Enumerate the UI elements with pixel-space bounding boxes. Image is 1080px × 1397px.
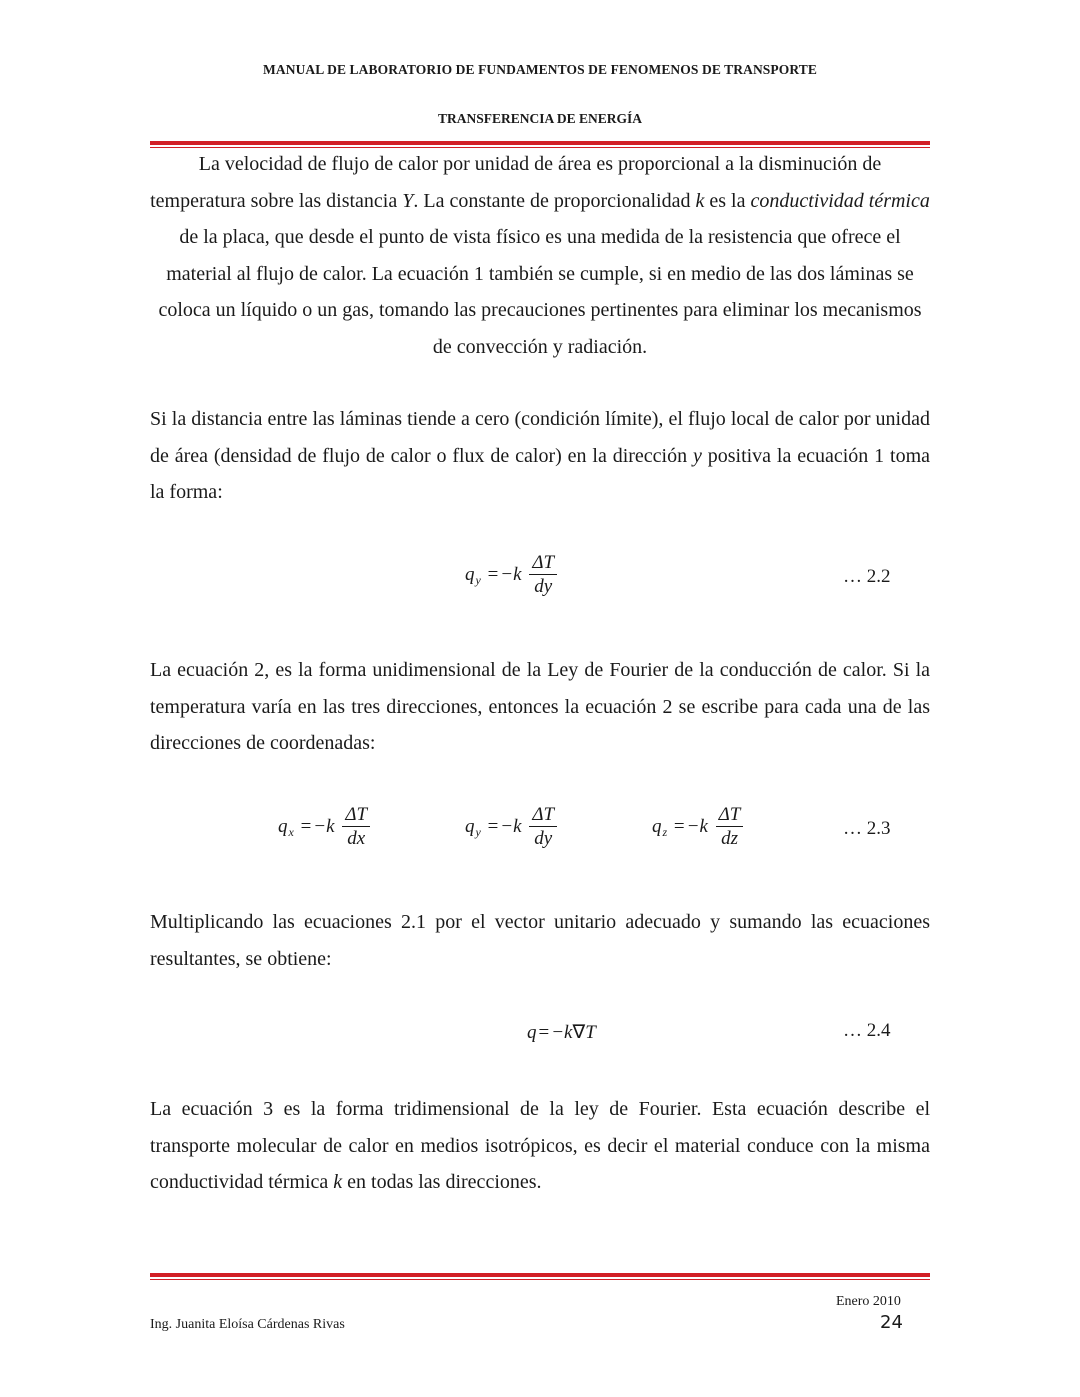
- footer-rule: [150, 1273, 930, 1280]
- paragraph-3: La ecuación 2, es la forma unidimensional de la Ley de Fourier de la conducción de calor. Si la temperatura varía en las tres direcciones, entonces la ecuación 2 se escribe para cada una de las direcciones de coordenadas:: [150, 659, 930, 755]
- equation-2-3-y: $q_y = -k$ $\frac{\Delta T}{dy}$: [465, 805, 557, 850]
- equation-number-2-2: … 2.2: [843, 566, 891, 587]
- header-subtitle: TRANSFERENCIA DE ENERGÍA: [437, 111, 643, 126]
- equation-number-2-4: … 2.4: [843, 1020, 891, 1041]
- paragraph-4: Multiplicando las ecuaciones 2.1 por el vector unitario adecuado y sumando las ecuaciones resultantes, se obtiene:: [150, 911, 930, 970]
- equation-2-4: q = −k∇T: [527, 1022, 596, 1043]
- equation-2-2: $q_y = -k$ $\frac{\Delta T}{dy}$: [465, 553, 557, 598]
- paragraph-5: La ecuación 3 es la forma tridimensional de la ley de Fourier. Esta ecuación describe el transporte molecular de calor en medios isotrópicos, es decir el material conduce con la misma conductividad térmica k en todas las direcciones.: [150, 1098, 930, 1194]
- equation-2-3-x: $q_x = -k$ $\frac{\Delta T}{dx}$: [278, 805, 370, 850]
- paragraph-1: La velocidad de flujo de calor por unidad de área es proporcional a la disminución de temperatura sobre las distancia Y. La constante de proporcionalidad k es la conductividad térmica de la placa, que desde el punto de vista físico es una medida de la resistencia que ofrece el material al flujo de calor. La ecuación 1 también se cumple, si en medio de las dos láminas se coloca un líquido o un gas, tomando las precauciones pertinentes para eliminar los mecanismos de convección y radiación.: [150, 153, 930, 358]
- equation-number-2-3: … 2.3: [843, 818, 891, 839]
- equation-2-3-z: $q_z = -k$ $\frac{\Delta T}{dz}$: [652, 805, 743, 850]
- paragraph-2: Si la distancia entre las láminas tiende a cero (condición límite), el flujo local de calor por unidad de área (densidad de flujo de calor o flux de calor) en la dirección y positiva la ecuación 1 toma la forma:: [150, 408, 930, 504]
- footer-date: Enero 2010: [836, 1294, 901, 1309]
- footer-author: Ing. Juanita Eloísa Cárdenas Rivas: [150, 1317, 345, 1332]
- header-title: MANUAL DE LABORATORIO DE FUNDAMENTOS DE FENOMENOS DE TRANSPORTE: [263, 62, 817, 77]
- page-number: 24: [880, 1312, 903, 1333]
